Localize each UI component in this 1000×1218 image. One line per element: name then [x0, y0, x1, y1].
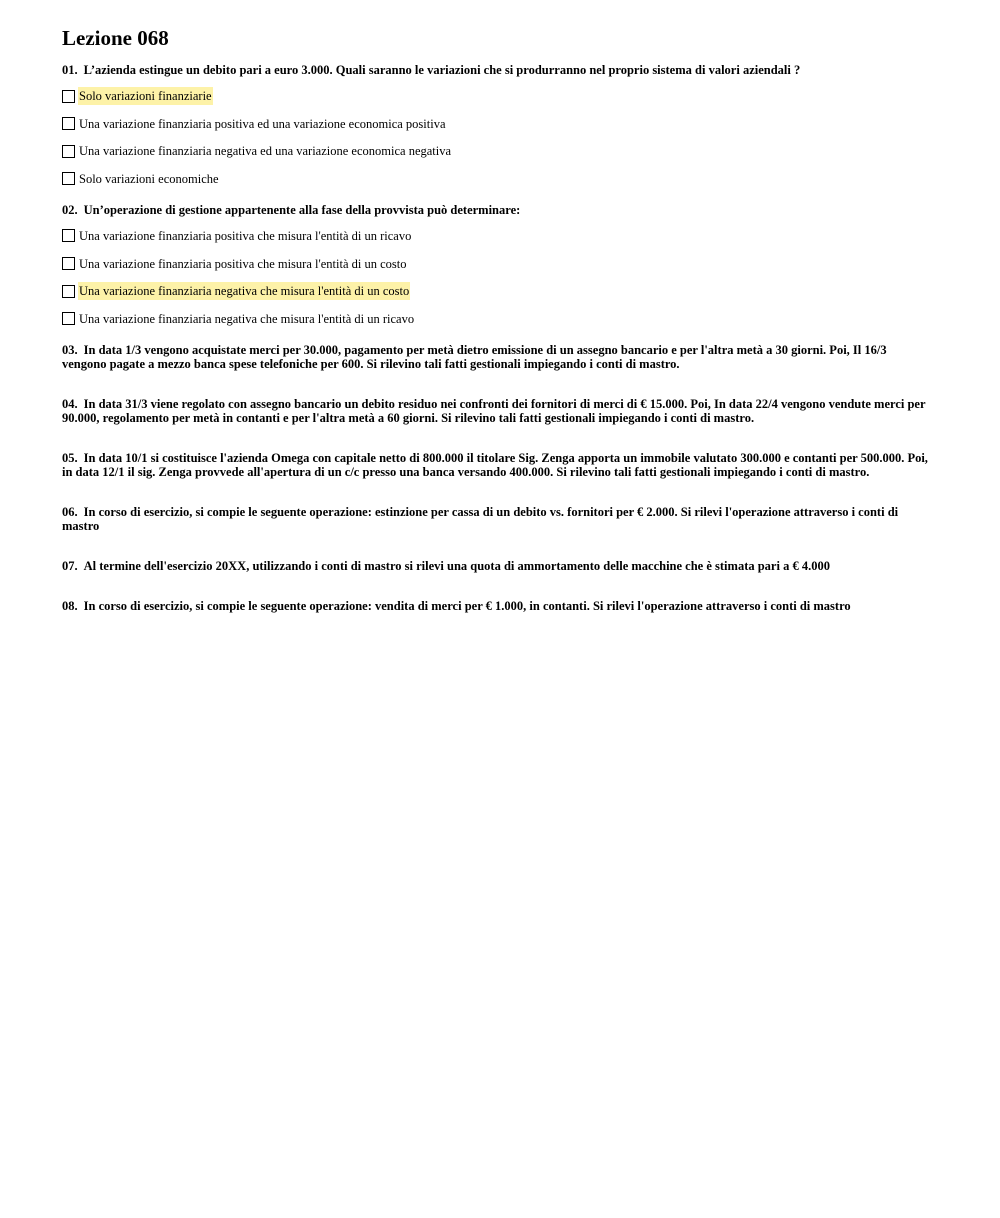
answer-option[interactable] — [62, 87, 930, 105]
checkbox[interactable] — [62, 285, 75, 298]
question-number: 08. — [62, 598, 78, 613]
answer-option[interactable] — [62, 227, 930, 245]
checkbox[interactable] — [62, 90, 75, 103]
question-body: In corso di esercizio, si compie le seguente operazione: estinzione per cassa di un debito vs. fornitori per € 2.000. Si rilevi l'operazione attraverso i conti di mastro — [62, 504, 899, 533]
answer-option[interactable] — [62, 115, 930, 133]
answer-label: Una variazione finanziaria positiva che misura l'entità di un ricavo — [79, 228, 412, 243]
answer-label: Una variazione finanziaria positiva ed una variazione economica positiva — [79, 116, 446, 131]
page-title: Lezione 068 — [62, 26, 169, 50]
question-number: 03. — [62, 342, 78, 357]
answer-option[interactable] — [62, 282, 930, 300]
question-body: L’azienda estingue un debito pari a euro 3.000. Quali saranno le variazioni che si produrranno nel proprio sistema di valori aziendali ? — [83, 63, 801, 78]
answer-label: Una variazione finanziaria negativa ed una variazione economica negativa — [79, 144, 452, 159]
answer-option[interactable] — [62, 142, 930, 160]
question-text — [62, 505, 930, 533]
question-block — [62, 343, 930, 371]
question-number: 04. — [62, 396, 78, 411]
question-number: 07. — [62, 558, 78, 573]
question-body: Al termine dell'esercizio 20XX, utilizzando i conti di mastro si rilevi una quota di ammortamento delle macchine che è stimata pari a € 4.000 — [83, 558, 830, 573]
question-block — [62, 599, 930, 613]
question-block — [62, 559, 930, 573]
answer-option[interactable] — [62, 170, 930, 188]
answer-option[interactable] — [62, 255, 930, 273]
answer-label: Una variazione finanziaria negativa che misura l'entità di un ricavo — [79, 311, 415, 326]
answer-options — [62, 227, 930, 328]
question-text — [62, 343, 930, 371]
question-body: Un’operazione di gestione appartenente alla fase della provvista può determinare: — [83, 202, 521, 217]
checkbox[interactable] — [62, 172, 75, 185]
question-block — [62, 451, 930, 479]
answer-label-highlighted: Solo variazioni finanziarie — [79, 89, 212, 104]
question-block — [62, 203, 930, 328]
question-block — [62, 397, 930, 425]
question-number: 01. — [62, 63, 78, 78]
question-block — [62, 63, 930, 188]
question-text — [62, 203, 930, 217]
question-text — [62, 451, 930, 479]
checkbox[interactable] — [62, 229, 75, 242]
question-number: 02. — [62, 202, 78, 217]
question-list — [62, 63, 930, 613]
question-text — [62, 63, 930, 77]
question-text — [62, 599, 930, 613]
question-text — [62, 397, 930, 425]
question-body: In data 10/1 si costituisce l'azienda Omega con capitale netto di 800.000 il titolare Sig. Zenga apporta un immobile valutato 300.000 e contanti per 500.000. Poi, in data 12/1 il sig. Zenga provvede all'apertura di un c/c presso una banca versando 400.000. Si rilevino tali fatti gestionali impiegando i conti di mastro. — [62, 450, 928, 479]
answer-option[interactable] — [62, 310, 930, 328]
question-body: In corso di esercizio, si compie le seguente operazione: vendita di merci per € 1.000, in contanti. Si rilevi l'operazione attraverso i conti di mastro — [83, 598, 851, 613]
checkbox[interactable] — [62, 257, 75, 270]
answer-label: Una variazione finanziaria positiva che misura l'entità di un costo — [79, 256, 407, 271]
answer-label-highlighted: Una variazione finanziaria negativa che misura l'entità di un costo — [79, 284, 410, 299]
question-number: 05. — [62, 450, 78, 465]
checkbox[interactable] — [62, 312, 75, 325]
question-block — [62, 505, 930, 533]
checkbox[interactable] — [62, 117, 75, 130]
answer-options — [62, 87, 930, 188]
answer-label: Solo variazioni economiche — [79, 171, 219, 186]
question-body: In data 31/3 viene regolato con assegno bancario un debito residuo nei confronti dei fornitori di merci di € 15.000. Poi, In data 22/4 vengono vendute merci per 90.000, regolamento per metà in contanti e per l'altra metà a 60 giorni. Si rilevino tali fatti gestionali impiegando i conti di mastro. — [62, 396, 926, 425]
question-text — [62, 559, 930, 573]
checkbox[interactable] — [62, 145, 75, 158]
question-number: 06. — [62, 504, 78, 519]
question-body: In data 1/3 vengono acquistate merci per 30.000, pagamento per metà dietro emissione di un assegno bancario e per l'altra metà a 30 giorni. Poi, Il 16/3 vengono pagate a mezzo banca spese telefoniche per 600. Si rilevino tali fatti gestionali impiegando i conti di mastro. — [62, 342, 887, 371]
